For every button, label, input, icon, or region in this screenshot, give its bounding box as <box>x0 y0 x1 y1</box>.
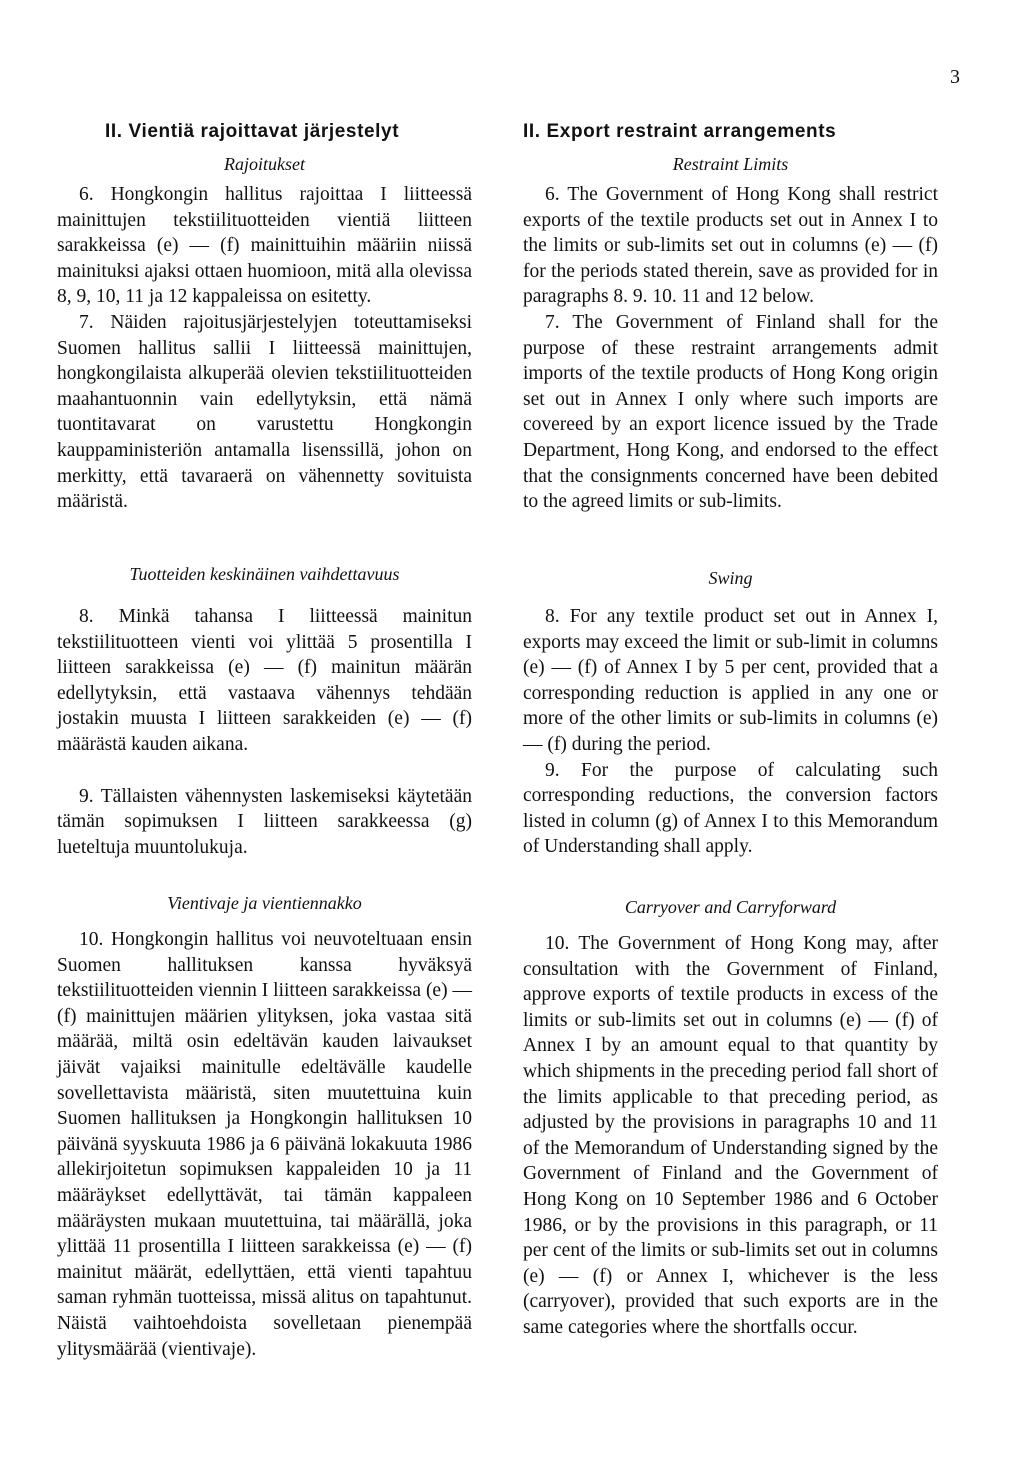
left-subheading-carryover: Vientivaje ja vientiennakko <box>167 893 362 913</box>
left-subheading-restraint-limits: Rajoitukset <box>224 154 305 174</box>
left-column-section-1 <box>57 118 472 515</box>
left-column-section-2 <box>57 556 472 860</box>
left-paragraph-8: 8. Minkä tahansa I liitteessä mainitun tekstiilituotteen vienti voi ylittää 5 prosentilla I liitteen sarakkeissa (e) — (f) mainitun määrän edellytyksin, että vastaava vähennys tehdään jostakin muusta I liitteen sarakkeiden (e) — (f) määrästä kauden aikana. <box>57 606 472 755</box>
right-column-section-3 <box>523 889 938 1341</box>
right-subheading-restraint-limits: Restraint Limits <box>672 154 789 174</box>
left-paragraph-6: 6. Hongkongin hallitus rajoittaa I liitteessä mainittujen tekstiilituotteiden vientiä liitteen sarakkeissa (e) — (f) mainittuihin määriin niissä mainituksi ajaksi ottaen huomioon, mitä alla olevissa 8, 9, 10, 11 ja 12 kappaleissa on esitetty. <box>57 184 472 308</box>
right-column-section-1 <box>523 118 938 515</box>
right-column-section-2 <box>523 560 938 860</box>
right-paragraph-8: 8. For any textile product set out in Annex I, exports may exceed the limit or sub-limit in columns (e) — (f) of Annex I by 5 per cent, provided that a corresponding reduction is applied in any one or more of the other limits or sub-limits in columns (e) — (f) during the period. <box>523 606 938 755</box>
right-subheading-carryover: Carryover and Carryforward <box>624 897 837 917</box>
right-paragraph-7: 7. The Government of Finland shall for the purpose of these restraint arrangements admit imports of the textile products of Hong Kong origin set out in Annex I only where such imports are covereed by an export licence issued by the Trade Department, Hong Kong, and endorsed to the effect that the consignments concerned have been debited to the agreed limits or sub-limits. <box>523 311 938 513</box>
right-paragraph-10: 10. The Government of Hong Kong may, after consultation with the Government of Finland, approve exports of textile products in excess of the limits or sub-limits set out in columns (e) — (f) of Annex I by an amount equal to that quantity by which shipments in the preceding period fall short of the limits applicable to that preceding period, as adjusted by the provisions in paragraphs 10 and 11 of the Memorandum of Understanding signed by the Government of Finland and the Government of Hong Kong on 10 September 1986 and 6 October 1986, or by the provisions in this paragraph, or 11 per cent of the limits or sub-limits set out in columns (e) — (f) or Annex I, whichever is the less (carryover), provided that such exports are in the same categories where the shortfalls occur. <box>523 933 938 1338</box>
right-paragraph-9: 9. For the purpose of calculating such corresponding reductions, the conversion factors listed in column (g) of Annex I to this Memorandum of Understanding shall apply. <box>523 759 938 858</box>
left-column-section-3 <box>57 885 472 1362</box>
page-number: 3 <box>950 66 960 88</box>
left-paragraph-10: 10. Hongkongin hallitus voi neuvoteltuaan ensin Suomen hallituksen kanssa hyväksyä tekstiilituotteiden viennin I liitteen sarakkeissa (e) — (f) mainittujen määrien ylityksen, joka vastaa sitä määrää, miltä osin edeltävän kauden laivaukset jäivät vajaiksi mainitulle edeltävälle kaudelle sovellettavista määristä, siten muutettuina kuin Suomen hallituksen ja Hongkongin hallituksen 10 päivänä syyskuuta 1986 ja 6 päivänä lokakuuta 1986 allekirjoitetun sopimuksen kappaleiden 10 ja 11 määräykset edellyttävät, tai tämän kappaleen määräysten mukaan muutettuina, tai määrällä, joka ylittää 11 prosentilla I liitteen sarakkeissa (e) — (f) mainitut määrät, edellyttäen, että vienti tapahtuu saman ryhmän tuotteissa, missä alitus on tapahtunut. Näistä vaihtoehdoista sovelletaan pienempää ylitysmäärää (vientivaje). <box>57 929 472 1360</box>
left-subheading-swing: Tuotteiden keskinäinen vaihdettavuus <box>129 564 400 584</box>
left-paragraph-7: 7. Näiden rajoitusjärjestelyjen toteuttamiseksi Suomen hallitus sallii I liitteessä mainittujen, hongkongilaista alkuperää olevien tekstiilituotteiden maahantuonnin vain edellytyksin, että nämä tuontitavarat on varustettu Hongkongin kauppaministeriön antamalla lisenssillä, johon on merkitty, että tavaraerä on vähennetty sovituista määristä. <box>57 311 472 513</box>
right-section-title: II. Export restraint arrangements <box>523 121 837 142</box>
left-section-title: II. Vientiä rajoittavat järjestelyt <box>105 121 400 142</box>
right-paragraph-6: 6. The Government of Hong Kong shall restrict exports of the textile products set out in Annex I to the limits or sub-limits set out in columns (e) — (f) for the periods stated therein, save as provided for in paragraphs 8. 9. 10. 11 and 12 below. <box>523 184 938 308</box>
left-paragraph-9: 9. Tällaisten vähennysten laskemiseksi käytetään tämän sopimuksen I liitteen sarakkeessa (g) lueteltuja muuntolukuja. <box>57 785 472 858</box>
right-subheading-swing: Swing <box>708 568 753 588</box>
